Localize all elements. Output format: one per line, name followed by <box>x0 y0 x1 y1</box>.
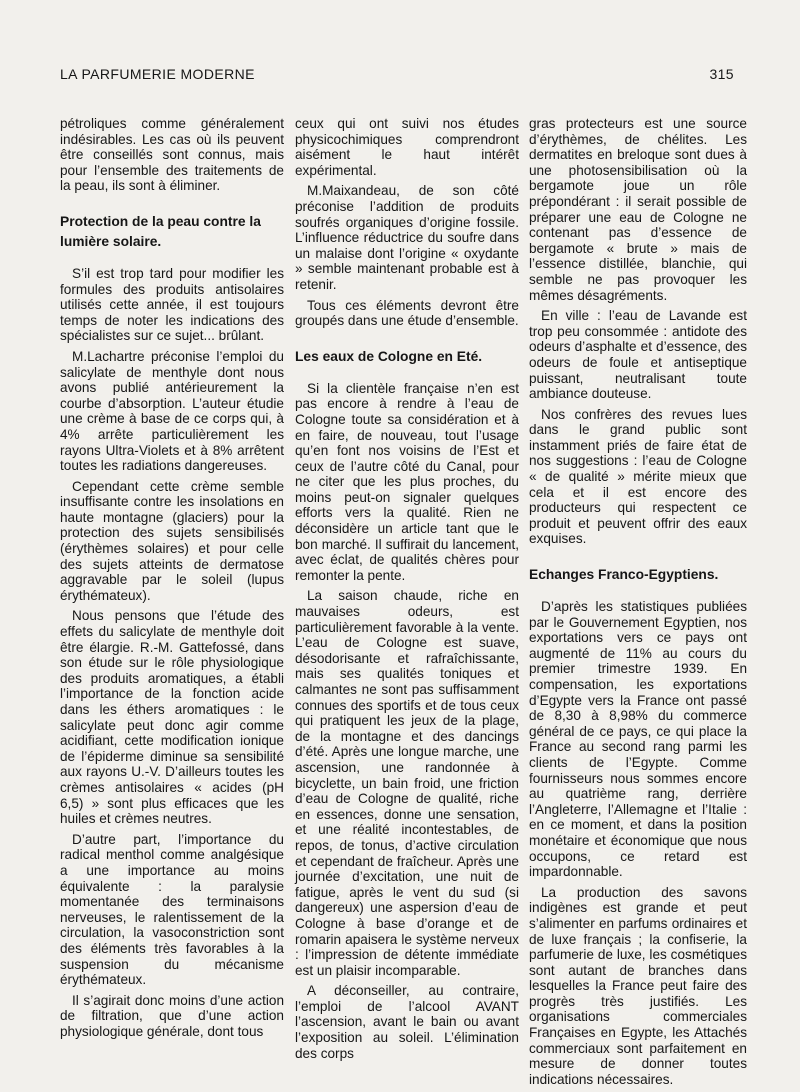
paragraph: Tous ces éléments devront être groupés dans une étude d’ensemble. <box>295 297 519 329</box>
section-heading-franco-egyptian: Echanges Franco-Egyptiens. <box>529 567 719 583</box>
paragraph: Il s’agirait donc moins d’une action de filtration, que d’une action physiologique générale, dont tous <box>60 992 284 1039</box>
page-number: 315 <box>709 66 734 82</box>
paragraph: gras protecteurs est une source d’érythèmes, de chélites. Les dermatites en breloque sont dues à une photosensibilisation où la bergamote joue un rôle prépondérant : il serait possible de préparer une eau de Cologne ne contenant pas d’essence de bergamote « brute » mais de l’essence distillée, blanchie, qui semble ne pas provoquer les mêmes désagréments. <box>529 116 747 303</box>
paragraph: La saison chaude, riche en mauvaises odeurs, est particulièrement favorable à la vente. L’eau de Cologne est suave, désodorisante et rafraîchissante, mais ses qualités toniques et calmantes ne sont pas suffisamment connues des sportifs et de tous ceux qui pratiquent les jeux de la plage, de la montagne et des dancings d’été. Après une longue marche, une ascension, une randonnée à bicyclette, un bain froid, une friction d’eau de Cologne de qualité, riche en essences, donne une sensation, et une réalité incontestables, de repos, de tonus, d’active circulation et cependant de fraîcheur. Après une journée d’excitation, une nuit de fatigue, après le vent du sud (si dangereux) une aspersion d’eau de Cologne à base d’orange et de romarin apaisera le système nerveux : l’impression de détente immédiate est un plaisir incomparable. <box>295 588 519 978</box>
paragraph: Nous pensons que l’étude des effets du salicylate de menthyle doit être élargie. R.-M. Gattefossé, dans son étude sur le rôle physiologique des produits aromatiques, a établi l’importance de la fonction acide dans les éthers aromatiques : le salicylate peut donc agir comme acidifiant, cette modification ionique de l’épiderme diminue sa sensibilité aux rayons U.-V. D’ailleurs toutes les crèmes antisolaires « acides (pH 6,5) » sont plus efficaces que les huiles et crèmes neutres. <box>60 608 284 827</box>
paragraph: ceux qui ont suivi nos études physicochimiques comprendront aisément le haut intérêt expérimental. <box>295 116 519 178</box>
paragraph: S’il est trop tard pour modifier les formules des produits antisolaires utilisés cette année, il est toujours temps de noter les indications des spécialistes sur ce sujet... brûlant. <box>60 265 284 344</box>
paragraph: M.Maixandeau, de son côté préconise l’addition de produits soufrés organiques d’origine fossile. L’influence réductrice du soufre dans un malaise dont l’origine « oxydante » semble maintenant probable est à retenir. <box>295 183 519 292</box>
paragraph: Nos confrères des revues lues dans le grand public sont instamment priés de faire état de nos suggestions : l’eau de Cologne « de qualité » mérite mieux que cela et il est encore des producteurs qui respectent ce produit et peuvent offrir des eaux exquises. <box>529 406 747 547</box>
paragraph: M.Lachartre préconise l’emploi du salicylate de menthyle dont nous avons publié antérieurement la courbe d’absorption. L’auteur étudie une crème à base de ce corps qui, à 4% arrête particulièrement les rayons Ultra-Violets et à 8% arrêtent toutes les radiations dangereuses. <box>60 348 284 474</box>
paragraph: pétroliques comme généralement indésirables. Les cas où ils peuvent être conseillés sont connus, mais pour l’ensemble des traitements de la peau, ils sont à éliminer. <box>60 116 284 194</box>
paragraph: D’autre part, l’importance du radical menthol comme analgésique a une importance au moins équivalente : la paralysie momentanée des terminaisons nerveuses, le ralentissement de la circulation, la vasoconstriction sont des éléments très favorables à la suspension du mécanisme érythémateux. <box>60 831 284 988</box>
page-header <box>60 66 734 82</box>
paragraph: A déconseiller, au contraire, l’emploi de l’alcool AVANT l’ascension, avant le bain ou avant l’exposition au soleil. L’élimination des corps <box>295 983 519 1061</box>
paragraph: Si la clientèle française n’en est pas encore à rendre à l’eau de Cologne toute sa considération et à en faire, de nouveau, tout l’usage qu’en font nos voisins de l’Est et ceux de l’autre côté du Canal, pour ne citer que les plus proches, du moins peut-on signaler quelques efforts vers la qualité. Rien ne déconsidère un article tant que le bon marché. Il suffirait du lancement, avec éclat, de qualités chères pour remonter la pente. <box>295 380 519 583</box>
paragraph: Cependant cette crème semble insuffisante contre les insolations en haute montagne (glaciers) pour la protection des sujets sensibilisés (érythèmes solaires) et pour celle des sujets atteints de dermatose aggravable par le soleil (lupus érythémateux). <box>60 478 284 603</box>
column-1 <box>60 116 284 1044</box>
column-2 <box>295 116 519 1066</box>
paragraph: D’après les statistiques publiées par le Gouvernement Egyptien, nos exportations vers ce pays ont augmenté de 11% au cours du premier trimestre 1939. En compensation, les exportations d’Egypte vers la France ont passé de 8,30 à 8,98% du commerce général de ce pays, ce qui place la France au second rang parmi les clients de l’Egypte. Comme fournisseurs nous sommes encore au quatrième rang, derrière l’Angleterre, l’Allemagne et l’Italie : en ce moment, et dans la position monétaire et économique que nous occupons, ce retard est impardonnable. <box>529 599 747 880</box>
paragraph: La production des savons indigènes est grande et peut s’alimenter en parfums ordinaires et de luxe français ; la confiserie, la parfumerie de luxe, les cosmétiques sont autant de branches dans lesquelles la France peut faire des progrès très justifiés. Les organisations commerciales Françaises en Egypte, les Attachés commerciaux sont parfaitement en mesure de donner toutes indications nécessaires. <box>529 884 747 1087</box>
column-3 <box>529 116 747 1092</box>
section-heading-sun-protection: Protection de la peau contre la lumière solaire. <box>60 213 261 249</box>
paragraph: En ville : l’eau de Lavande est trop peu consommée : antidote des odeurs d’asphalte et d’essence, des odeurs de foule et antiseptique puissant, neutralisant toute ambiance douteuse. <box>529 308 747 402</box>
section-heading-cologne: Les eaux de Cologne en Eté. <box>295 348 483 364</box>
running-title: LA PARFUMERIE MODERNE <box>60 66 255 82</box>
